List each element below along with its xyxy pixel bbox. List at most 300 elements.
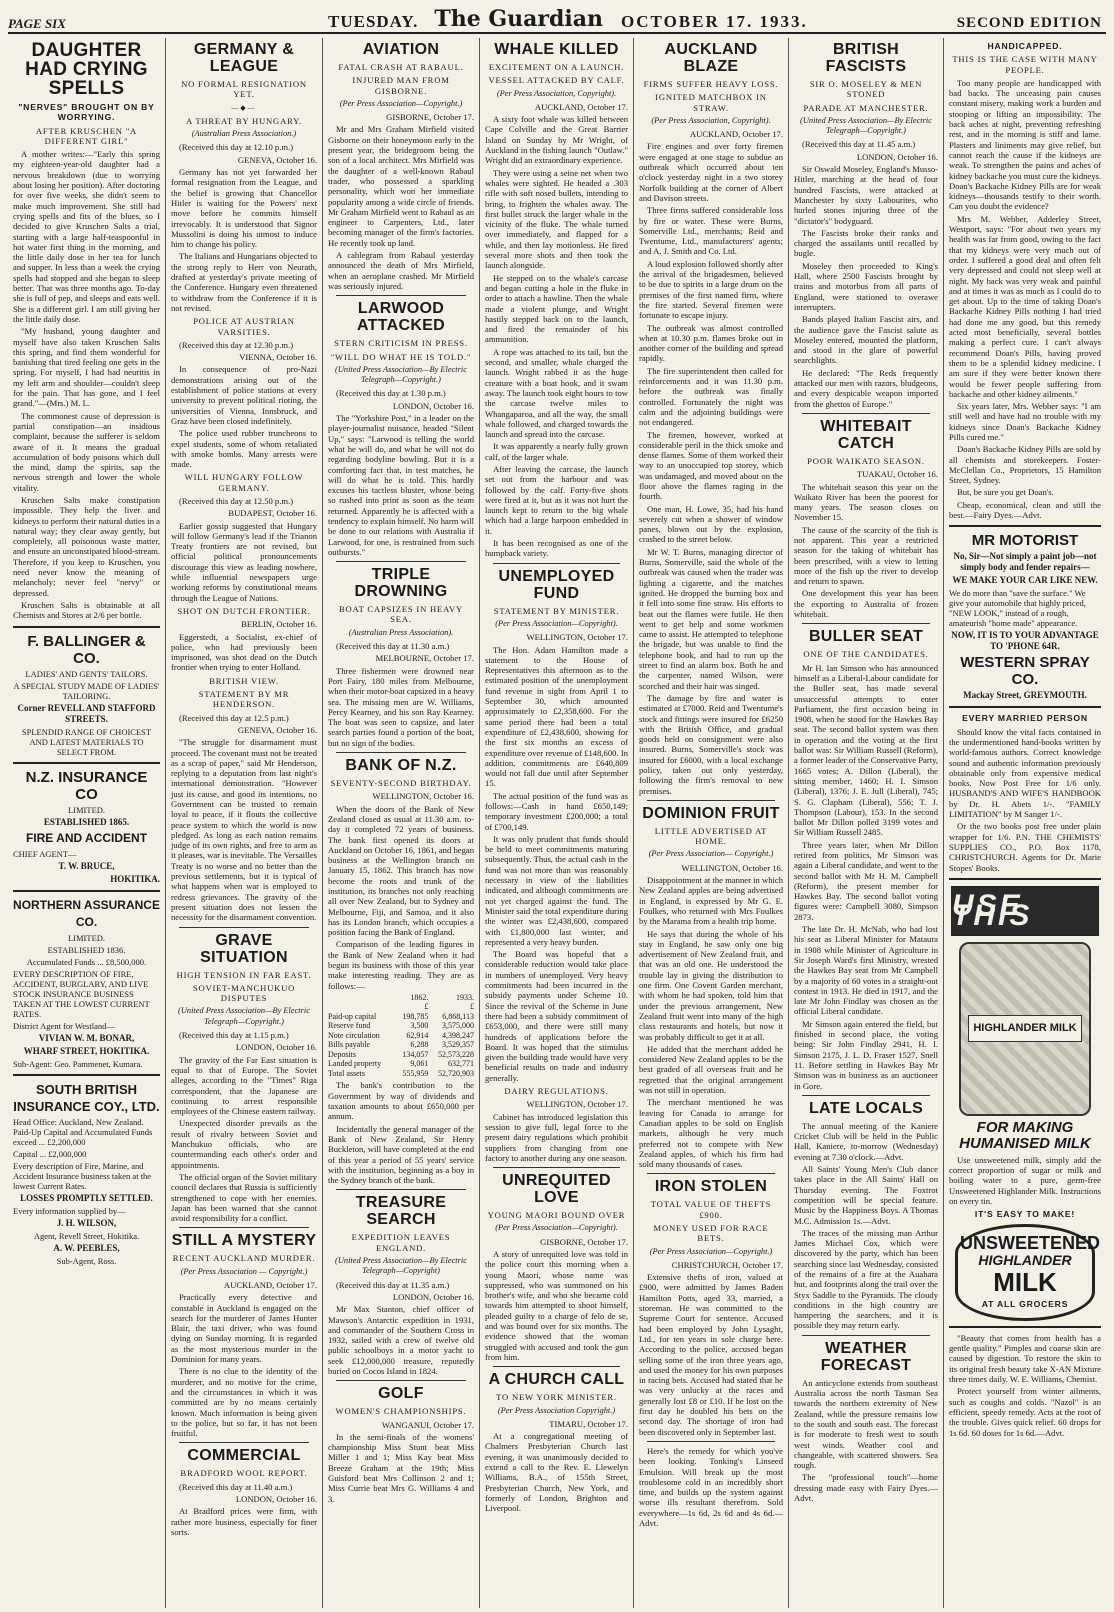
subheading: STERN CRITICISM IN PRESS.	[334, 338, 468, 349]
paragraph: Cabinet has introduced legislation this session to give full, legal force to the present dairy regulations which prohibit suppliers from changing from one factory to another during any one season.	[485, 1111, 628, 1163]
paragraph: Mr and Mrs Graham Mirfield visited Gisborne on their honeymoon early in the present year, the bridegroom being the son of a local architect. Mrs Mirfield was the daughter of a well-known Rabaul trader, who possessed a sparkling personality, which won her immediate popularity among a wide circle of friends. Mr Graham Mirfield went to Rabaul as an engineer to Carpenters, Ltd., later becoming manager of the firm's factories. He recently took up land.	[328, 124, 474, 248]
subheading: WOMEN'S CHAMPIONSHIPS.	[335, 1406, 467, 1417]
divider	[493, 563, 620, 564]
paragraph: The actual position of the fund was as follows:—Cash in hand £650,149; temporary investment £200,000; a total of £700,149.	[485, 790, 628, 832]
subheading: HIGH TENSION IN FAR EAST.	[176, 969, 312, 980]
headline: BANK OF N.Z.	[345, 757, 457, 775]
paragraph: Sir Oswald Moseley, England's Musso-Hitler, marching at the head of four hundred Fascists, were attacked at Manchester by sixty Labourites, who hurled stones injuring three of the "dictator's" bodyguard.	[794, 164, 938, 226]
credit: (United Press Association—By Electric Telegraph—Copyright.)	[178, 1006, 310, 1026]
masthead	[8, 6, 1106, 34]
paragraph: Three firms suffered considerable loss by fire or water. These were Burns, Somerville Ltd., merchants; Reid and Twentume, Ltd., manufacturers' agents; and A. J. Smith and Co. Ltd.	[639, 205, 783, 257]
headline: TREASURE SEARCH	[355, 1194, 447, 1229]
dateline: GISBORNE, October 17.	[386, 112, 474, 123]
divider	[802, 623, 930, 624]
column-4	[480, 38, 634, 1608]
paragraph: The outbreak was almost controlled when at 10.30 p.m. flames broke out in another corner of the building and spread rapidly.	[639, 322, 783, 364]
paragraph: Mr Simson again entered the field, but finished in second place, the voting being: Sir John Findlay 2941, H. I. Simson 2175, J. L. D. Fraser 1527, Snell 11. Before settling in Hawkes Bay Mr Simson was in business as an auctioneer in Gore.	[794, 1018, 938, 1091]
subheading: PARADE AT MANCHESTER.	[803, 102, 929, 113]
headline: DOMINION FRUIT	[642, 804, 780, 822]
dateline: MELBOURNE, October 17.	[375, 653, 474, 664]
advert-text: A SPECIAL STUDY MADE OF LADIES' TAILORING.	[13, 680, 160, 701]
table-cell: 134,057	[402, 1049, 429, 1059]
paragraph: Bands played Italian Fascist airs, and the audience gave the Fascist salute as Moseley entered, mounted the platform, and stood in the glare of powerful searchlights.	[794, 314, 938, 366]
paragraph: A rope was attached to its tail, but the second, and smaller, whale charged the launch. Wright rabbed it as the huge creature with a boat hook, and it swam away. The launch took eight hours to tow the carcase twelve miles to Whangaparoa, and all the way, the small whale followed, and charged towards the launch and spread into the carcase.	[485, 346, 628, 440]
logo-text: HIGHLANDER	[978, 1251, 1072, 1268]
table-cell: 4,398,247	[442, 1030, 474, 1040]
subheading: MONEY USED FOR RACE BETS.	[653, 1222, 769, 1244]
subheading: YOUNG MAORI BOUND OVER	[487, 1210, 626, 1221]
subheading: SHOT ON DUTCH FRONTIER.	[177, 605, 311, 616]
credit: (Per Press Association, Copyright).	[496, 88, 617, 98]
dateline: GISBORNE, October 17.	[540, 1236, 628, 1247]
table-cell: Total assets	[328, 1068, 365, 1078]
headline: LATE LOCALS	[808, 1099, 924, 1117]
subheading: STATEMENT BY MR HENDERSON.	[198, 689, 290, 710]
advert-text: NOW, IT IS TO YOUR ADVANTAGE TO 'PHONE 64R.	[951, 630, 1099, 652]
headline: EVERY MARRIED PERSON	[962, 713, 1088, 724]
credit: (Per Press Association—Copyright).	[495, 618, 618, 628]
column-6	[789, 38, 944, 1608]
headline: DAUGHTER HAD CRYING SPELLS	[25, 40, 148, 99]
subheading: VESSEL ATTACKED BY CALF.	[488, 75, 625, 86]
paragraph: Or the two books post free under plain wrapper for 1/6. P.N. THE CHEMISTS' SUPPLIES CO., P.O. Box 1178, CHRISTCHURCH. Agents for Dr. Marie Stopes' Books.	[949, 821, 1101, 873]
advert-text: WESTERN SPRAY CO.	[960, 654, 1090, 689]
advert-text: LIMITED.	[67, 932, 106, 943]
advert-text: LIMITED.	[67, 804, 106, 815]
subheading: BRITISH VIEW.	[209, 675, 279, 686]
advert-text: WE MAKE YOUR CAR LIKE NEW.	[952, 575, 1098, 586]
masthead-day: TUESDAY.	[328, 12, 419, 31]
headline: GOLF	[378, 1385, 424, 1403]
paragraph: The whitebait season this year on the Waikato River has been the poorest for many years. The season closes on November 15.	[794, 481, 938, 523]
credit: (United Press Association—By Electric Telegraph—Copyright)	[335, 1256, 467, 1276]
advert-text: LOSSES PROMPTLY SETTLED.	[20, 1192, 153, 1203]
received-line: (Received this day at 11.35 a.m.)	[336, 1279, 450, 1290]
paragraph: Extensive thefts of iron, valued at £900, were admitted by James Baden Hamilton Potts, aged 33, married, a storeman. He was committed to the Supreme Court for sentence. Accused had been employed by John Lysaght, Ltd., for ten years in sole charge here. According to the police, accused began selling some of the iron three years ago, and used the money for his own purposes in racing bets. Accused had stated that he was very unlucky at the races and generally lost £8 or £10. If he lost on the first day he doubled his bets on the second day. The shortage of iron had been discovered only in September last.	[639, 1272, 783, 1437]
table-cell: 3,575,000	[442, 1021, 474, 1031]
table-header: 1862.	[410, 992, 429, 1002]
advert-text: Accumulated Funds ... £8,500,000.	[26, 956, 147, 967]
headline: IRON STOLEN	[654, 1178, 768, 1196]
dateline: LONDON, October 16.	[856, 151, 938, 162]
separator: —◆—	[231, 103, 257, 112]
advert-text: Head Office: Auckland, New Zealand. Paid-Up Capital and Accumulated Funds exceed ... £2,200,000	[13, 1116, 153, 1147]
advert-title: N.Z. INSURANCE CO	[25, 768, 148, 803]
subheading: SIR O. MOSELEY & MEN STONED	[809, 79, 923, 100]
paragraph: Kruschen Salts make constipation impossible. They help the liver and kidneys to perform their natural duties in a natural way; they clear away gently, but completely, all poisonous waste matter, and ensure an unconstipated blood-stream. Therefore, if you keep to Kruschen, you need never know the meaning of melancholy; never feel "nervy" or depressed.	[13, 494, 160, 598]
paragraph: There is no clue to the identity of the murderer, and no motive for the crime, and the circumstances in which it was committed are by no means certainly known. Much information is being given to the police, but so far, it has not been fruitful.	[171, 1366, 317, 1439]
table-cell: 3,529,357	[442, 1040, 474, 1050]
headline: WHALE KILLED	[494, 41, 619, 58]
credit: (Per Press Association—Copyright.)	[649, 1246, 773, 1256]
paragraph: He declared: "The Reds frequently attacked our men with razors, bludgeons, and every despicable weapon imported from the ghettos of Europe."	[794, 367, 938, 409]
divider	[493, 1167, 620, 1168]
paragraph: In consequence of pro-Nazi demonstrations arising out of the establishment of police stations at every university to prevent political rioting, the universities of Vienna, Innsbruck, and Graz have been closed indefinitely.	[171, 364, 317, 426]
paragraph: They were using a seine net when two whales were sighted. He headed a .303 rifle with soft nosed bullets, intending to bring, to frighten the whales away. The first bullet struck the larger whale in the vicinity of the fluke. The whale turned over immediately, and flapped for a while, and then lay motionless. He fired several more shots and then took the launch alongside.	[485, 167, 628, 271]
subheading: STATEMENT BY MINISTER.	[493, 605, 620, 616]
paragraph: Practically every detective and constable in Auckland is engaged on the search for the murderer of James Hunter Blair, the taxi driver, who was found dying on Sunday morning. It is regarded as the most mysterious murder in the Dominion for many years.	[171, 1292, 317, 1365]
table-row	[328, 1021, 474, 1031]
divider	[179, 1227, 309, 1228]
divider	[949, 1326, 1101, 1328]
paragraph: The traces of the missing man Arthur James Michael Cox, which were discovered by the party, which has been searching since last Wednesday, consisted of the remains of a fire at the Auahara hut, and footprints along the trail over the Styx Saddle to the Pyramids. The cloudy conditions in the high country are hampering the searchers, and it is possible they may return early.	[794, 1227, 938, 1331]
paragraph: The firemen, however, worked at considerable peril in the thick smoke and dense flames. Some of them worked their way to an unoccupied top storey, which was undamaged, and moved about on the floor above the flames raging in the fourth.	[639, 429, 783, 502]
advert-text: Mackay Street, GREYMOUTH.	[963, 690, 1087, 701]
paragraph: He says that during the whole of his stay in England, he saw only one big advertisement of New Zealand fruit, and that was an old one. He understood the trouble lay in giving the distribution to one firm. One Covent Garden merchant, with whom he had spoken, told him that under the previous arrangement, New Zealand fruit went into many of the high class restaurants and hotels, but now it was probably difficult to get it at all.	[639, 928, 783, 1042]
dateline: AUCKLAND, October 17.	[534, 101, 628, 112]
headline: LARWOOD ATTACKED	[356, 300, 446, 335]
divider	[13, 890, 160, 892]
paragraph: The Hon. Adam Hamilton made a statement to the House of Representatives this afternoon as to the estimated position of the unemployment fund revenue in sight from April 1 to September 30, which amounted approximately to £2,358,600. For the same period there had been a total expenditure of £2,438,600, showing for the first six months an excess of expenditure over revenue of £148,600. In addition, commitments are £640,809 would not fall due until after September 15.	[485, 644, 628, 789]
received-line: (Received this day at 12.30 p.m.)	[179, 339, 294, 350]
paragraph: The "Yorkshire Post," in a leader on the player-journalist nuisance, headed "Silent Up," says: "Larwood is telling the world what he will do, and what he will not do regarding bodyline bowling. But it is a comforting fact that, in test matches, he will do what he is told. This hardly excuses his tactless bluster, whose being so rushed into print as soon as the team returned. Apparently he is affected with a tendency to explain himself. No harm will be done to our relations with Australia if Larwood, for one, is restrained from such outbursts."	[328, 413, 474, 557]
table-cell: 632,771	[448, 1059, 474, 1069]
credit: (Australian Press Association.)	[191, 129, 297, 139]
divider	[336, 1380, 466, 1381]
table-cell: Bills payable	[328, 1040, 370, 1050]
advert-text: Every description of Fire, Marine, and Accident Insurance business taken at the lowest Current Rates.	[13, 1160, 152, 1191]
nz-insurance-advert	[13, 769, 160, 885]
received-line: (Received this day at 1.30 p.m.)	[336, 388, 446, 399]
paragraph: In the semi-finals of the womens' championship Miss Stunt beat Miss Miller 1 and 1; Miss Kay beat Miss Breeze Graham at the 19th; Miss Guisford beat Mrs Collinson 2 and 1; Miss Currie beat Mrs G. Williams 4 and 3.	[328, 1431, 474, 1504]
dateline: TUAKAU, October 16.	[856, 469, 938, 480]
paragraph: Kruschen Salts is obtainable at all Chemists and Stores at 2/6 per bottle.	[13, 599, 160, 621]
paragraph: Earlier gossip suggested that Hungary will follow Germany's lead if the Trianon Treaty frontiers are not revised, but official political pronouncements discourage this view as leading nowhere, while influential newspapers urge working reforms by constitutional means through the League of Nations.	[171, 520, 317, 603]
headline: STILL A MYSTERY	[171, 1232, 317, 1250]
paragraph: One man, H. Lowe, 35, had his hand severely cut when a shower of window panes, blown out by the explosion, crashed to the street below.	[639, 503, 783, 545]
credit: (Per Press Association, Copyright).	[651, 115, 771, 125]
credit: (Australian Press Association).	[348, 627, 454, 637]
advert-title: NORTHERN ASSURANCE CO.	[13, 897, 160, 929]
western-spray-advert	[949, 532, 1101, 701]
table-cell: Paid-up capital	[328, 1011, 377, 1021]
divider	[647, 1173, 775, 1174]
paragraph: "The struggle for disarmament must proceed. The covenant must not be treated as a scrap of paper," said Mr Henderson, replying to a deputation from last night's international demonstration. "However just its cause, and good its intentions, no Government can be trusted to remain loyal to peace, if it flouts the collective peace system to which the world is now pledged. As long as each nation remains judge of its own rights, and free to arm as it pleases, war is inevitable. The Versailles Treaty is no worse and no better than the previous settlements, but it is typical of what happens when war is employed to redress grievances. The gravity of the present situation does not lessen the necessity for the disarmament convention.	[171, 737, 317, 923]
dateline: WELLINGTON, October 16.	[372, 791, 474, 802]
paragraph: Use unsweetened milk, simply add the correct proportion of sugar or milk and boiling water to a pure, germ-free Unsweetened Highlander Milk. Instructions on every tin.	[949, 1154, 1101, 1206]
paragraph: "Beauty that comes from health has a gentle quality." Pimples and coarse skin are caused by digestion. To restore the skin to its original fresh beauty take X-AN Mixture three times daily. W. E. Williams, Chemist.	[949, 1332, 1101, 1385]
table-cell: 52,573,228	[438, 1049, 474, 1059]
paragraph: Mrs M. Webber, Adderley Street, Westport, says: "For about two years my health was far from good, owing to the fact that my kidneys were very much out of order. I suffered a good deal and often felt very depressed and could not sleep well at night. My back was very weak and painful and at times it was as much as I could do to get about. Up to the time of taking Doan's Backache Kidney Pills nothing I had tried had done me any good, but this remedy acted most beneficially, several bottles making a perfect cure. I can't always recommend Doan's Pills, having proved them to be a splendid kidney medicine. I am sure if they were better known there would be fewer people suffering from backache and other kidney ailments."	[949, 213, 1101, 399]
received-line: (Received this day at 12.50 p.m.)	[179, 495, 294, 506]
table-row	[328, 1012, 474, 1022]
paragraph: Three years later, when Mr Dillon retired from politics, Mr Simson was again a Liberal candidate, and went to the second ballot with Mr H. M. Campbell (Reform), the present member for Hawkes Bay. The second ballot voting figures were: Campbell 3080, Simpson 2873.	[794, 839, 938, 922]
subheading: AFTER KRUSCHEN "A DIFFERENT GIRL"	[35, 125, 138, 146]
table-cell: 198,785	[402, 1011, 429, 1021]
paragraph: Eggerstedt, a Socialist, ex-chief of police, who had previously been imprisoned, was shot dead on the Dutch frontier when trying to enter Holland.	[171, 631, 317, 673]
table-unit-row	[328, 1002, 474, 1012]
dateline: LONDON, October 16.	[235, 1042, 317, 1053]
paragraph: Protect yourself from winter ailments, such as coughs and colds. "Nazol" is an efficient, speedy remedy. Acts at the root of the trouble. Gives quick relief. 60 drops for 1s 6d. 60 doses for 1s 6d.—Advt.	[949, 1386, 1101, 1438]
column-3	[323, 38, 480, 1608]
credit: (Per Press Association—Copyright).	[495, 1223, 618, 1233]
logo-text: MILK	[993, 1266, 1057, 1297]
use-this-banner: USE THIS	[951, 886, 1099, 936]
paragraph: But, be sure you get Doan's.	[957, 487, 1054, 498]
dateline: GENEVA, October 16.	[237, 724, 317, 735]
advert-text: Agent, Revell Street, Hokitika.	[33, 1230, 140, 1241]
subheading: POOR WAIKATO SEASON.	[807, 455, 925, 466]
advert-text: No, Sir—Not simply a paint job—not simply body and fender repairs—	[953, 551, 1097, 573]
paragraph: Fire engines and over forty firemen were engaged at one stage to subdue an outbreak which occurred about ten o'clock yesterday night in a two storey Norfolk building at the corner of Albert and Davison streets.	[639, 141, 783, 203]
subheading: SOVIET-MANCHUKUO DISPUTES	[192, 982, 296, 1004]
credit: (Per Press Association—Copyright.)	[339, 98, 463, 108]
headline: GERMANY & LEAGUE	[193, 41, 295, 75]
dateline: VIENNA, October 16.	[239, 352, 317, 363]
highlander-milk-logo	[955, 1224, 1101, 1321]
paragraph: Should know the vital facts contained in the undermentioned hand-books written by world-famous authors. Correct knowledge sound and authentic information previously obtainable only from expensive medical books. Now Post Free for 1/6 only. HUSBAND'S AND WIFE'S HANDBOOK by Dr. H. Abets 1/-. "FAMILY LIMITATION" by M Sanger 1/-.	[949, 726, 1101, 820]
paragraph: The commonest cause of depression is partial constipation—an insidious complaint, because the sufferer is seldom aware of it. It means the gradual accumulation of body poisons which dull the mind, damp the spirits, sap the nervous strength and lower the whole vitality.	[13, 410, 160, 493]
advert-text: LADIES' AND GENTS' TAILORS.	[25, 668, 148, 679]
divider	[13, 762, 160, 764]
subheading: BRADFORD WOOL REPORT.	[180, 1468, 308, 1479]
paragraph: He stepped on to the whale's carcase and began cutting a hole in the fluke in order to attach a hawline. Then the whale made a violent plunge, and Wright hastily stepped back on to the launch, and fired the remainder of his ammunition.	[485, 272, 628, 345]
paragraph: The bank's contribution to the Government by way of dividends and taxation amounts to about £650,000 per annum.	[328, 1080, 474, 1122]
received-line: (Received this day at 1.15 p.m.)	[179, 1030, 289, 1041]
paragraph: Here's the remedy for which you've been looking. Tonking's Linseed Emulsion. Will break up the most troublesome cold in an incredibly short time, and builds up the system against worse ills resultant therefrom. Sold everywhere—1s 6d, 2s 6d and 4s 6d.—Advt.	[639, 1445, 783, 1528]
divider	[336, 295, 466, 296]
received-line: (Received this day at 11.45 a.m.)	[802, 139, 916, 150]
headline: UNREQUITED LOVE	[502, 1172, 611, 1207]
subheading: RECENT AUCKLAND MURDER.	[172, 1253, 316, 1264]
table-row	[328, 1040, 474, 1050]
advert-text: J. H. WILSON,	[56, 1217, 117, 1228]
paragraph: It was apparently a nearly fully grown calf, of the larger whale.	[485, 441, 628, 462]
dateline: BERLIN, October 16.	[241, 619, 317, 630]
table-cell: 3,500	[410, 1021, 429, 1031]
milk-tin-label: HIGHLANDER MILK	[968, 1015, 1081, 1042]
advert-text: Sub-Agent, Ross.	[56, 1255, 117, 1266]
divider	[647, 1441, 775, 1442]
dateline: LONDON, October 16.	[392, 1291, 474, 1302]
advert-text: IT'S EASY TO MAKE!	[974, 1209, 1076, 1220]
paragraph: The gravity of the Far East situation is equal to that of Europe. The Soviet alleges, according to the "Times" Riga correspondent, that the Japanese are continuing to arrest responsible employees of the Chinese eastern railway.	[171, 1054, 317, 1117]
paragraph: Doan's Backache Kidney Pills are sold by all chemists and storekeepers. Foster-McClellan Co., Proprietors, 15 Hamilton Street, Sydney.	[949, 444, 1101, 486]
received-line: (Received this day at 11.40 a.m.)	[179, 1481, 293, 1492]
advert-title: MR MOTORIST	[971, 532, 1079, 550]
divider	[493, 1366, 620, 1367]
subheading: POLICE AT AUSTRIAN VARSITIES.	[193, 316, 295, 337]
advert-text: Corner REVELL AND STAFFORD STREETS.	[17, 702, 156, 724]
table-cell: 52,720,903	[438, 1068, 474, 1078]
headline: BULLER SEAT	[808, 628, 924, 646]
divider	[949, 706, 1101, 708]
paragraph: Comparison of the leading figures in the Bank of New Zealand when it had begun its business with those of this year make interesting reading. They are as follows:—	[328, 939, 474, 991]
table-cell: 555,959	[402, 1068, 429, 1078]
headline: UNEMPLOYED FUND	[498, 567, 615, 602]
paragraph: An anticyclone extends from southeast Australia across the north Tasman Sea towards the northern extremity of New Zealand, while the pressure remains low to the south and south east. The forecast is for moderate to fresh west to south west winds. Weather cool and changeable, with scattered showers. Sea rough.	[794, 1377, 938, 1471]
subheading: NO FORMAL RESIGNATION YET.	[181, 79, 307, 100]
credit: (Per Press Association Copyright.)	[497, 1405, 616, 1415]
paragraph: The fire superintendent then called for reinforcements and it was 11.30 p.m. before the outbreak was finally controlled. Fortunately the night was calm and the adjoining buildings were not endangered.	[639, 365, 783, 428]
subheading: ONE OF THE CANDIDATES.	[803, 649, 929, 660]
column-1	[8, 38, 166, 1608]
paragraph: Germany has not yet forwarded her formal resignation from the League, and the belief is growing that Chancellor Hitler is waiting for the Powers' next move before he commits himself irrevocably. It is understood that Signor Mussolini is doing his utmost to induce him to change his policy.	[171, 167, 317, 250]
advert-text: Capital ... £2,000,000	[13, 1148, 87, 1159]
paragraph: Disappointment at the manner in which New Zealand apples are being advertised in England, is expressed by Mr G. E. Foulkes, who returned with Mrs Foulkes by the Marama from a health trip home.	[639, 875, 783, 927]
paragraph: Too many people are handicapped with bad backs. The unceasing pain causes constant misery, making work a burden and stooping or lifting an impossibility. The back aches at night, preventing refreshing rest, and in the morning is stiff and lame. Plasters and liniments may give relief, but cannot reach the cause if the kidneys are weak. To strengthen the pains and aches of kidney backache you must cure the kidneys. Doan's Backache Kidney Pills are for weak kidneys—thousands testify to their worth. Can you doubt the evidence?	[949, 77, 1102, 212]
dateline: BUDAPEST, October 16.	[228, 508, 317, 519]
paragraph: A mother writes:—"Early this spring my eighteen-year-old daughter had a nervous breakdown (due to worrying about losing her position). After doctoring for over five weeks, she didn't seem to make much improvement. She still had crying spells and fits of the blues, so I decided to give Kruschen Salts a trial, starting with a large half-teaspoonful in hot water first thing in the morning, and the little daily dose in her tea for lunch and supper. In less than a week the crying spells had stopped and she began to sleep better. That was three months ago. To-day she is full of pep, and sleeps and eats well. She is a different girl. I am still giving her the little daily dose.	[13, 149, 160, 324]
paragraph: The late Dr. H. McNab, who had lost his seat as Liberal Minister for Mataura in 1908 while Minister of Agriculture in Sir Joseph Ward's first Ministry, wrested the Hawkes Bay seat from Mr Campbell by a majority of 60 votes in a straight-out contest in 1913. He died in 1917, and the late Mr John Findlay was chosen as the official Liberal candidate.	[794, 924, 938, 1017]
paragraph: The cause of the scarcity of the fish is not apparent. This year a restricted season for the taking of whitebait has been prescribed, with a view to letting more of the fish up the river to develop and return to spawn.	[794, 524, 938, 587]
subheading: "WILL DO WHAT HE IS TOLD."	[330, 351, 472, 362]
advert-title: F. BALLINGER & CO.	[27, 632, 146, 667]
headline: WEATHER FORECAST	[820, 1339, 912, 1374]
headline: HANDICAPPED.	[987, 41, 1063, 51]
paragraph: A sixty foot whale was killed between Cape Colville and the Great Barrier Island on Sunday by Mr Wright, of Auckland in the fishing launch "Outlaw." Wright did an extraordinary experience.	[485, 114, 628, 166]
advert-text: District Agent for Westland—	[13, 1020, 115, 1031]
subheading: THIS IS THE CASE WITH MANY PEOPLE.	[952, 54, 1098, 75]
subheading: SEVENTY-SECOND BIRTHDAY.	[330, 778, 472, 789]
dateline: TIMARU, October 17.	[549, 1418, 628, 1429]
newspaper-title: The Guardian	[434, 6, 604, 32]
received-line: (Received this day at 11.30 a.m.)	[336, 641, 450, 652]
received-line: (Received this day at 12.5 p.m.)	[179, 712, 289, 723]
paragraph: It was only prudent that funds should be held to meet commitments maturing subsequently. Thus, the actual cash in the fund was not more than was reasonably necessary in view of the liabilities indicated, and although commitments are not yet charged against the fund. The Minister said the total expenditure during the winter was £2,438,600, compared with £1,800,000 last winter, and represented a very heavy burden.	[485, 833, 628, 947]
paragraph: It has been recognised as one of the humpback variety.	[485, 538, 628, 559]
subheading: IGNITED MATCHBOX IN STRAW.	[655, 92, 767, 113]
credit: (United Press Association—By Electric Telegraph—Copyright.)	[800, 115, 932, 136]
divider	[13, 1074, 160, 1076]
paragraph: The damage by fire and water is estimated at £7000. Reid and Twentume's stock and fittings were insured for £6250 with the British Office, and gradual goods held on consignment were also insured. Burns, Somerville's stock was insured for £6000, with a local exchange policy, taken out only yesterday, following the firm's removal to new premises.	[639, 692, 783, 796]
paragraph: Mr Max Stanton, chief officer of Mawson's Antarctic expedition in 1931, and commander of the Southern Cross in 1932, sailed with a crew of twelve old public schoolboys in a motor yacht to seek £12,000,000 treasure, reputedly buried on Cocos Island in 1824.	[328, 1304, 474, 1376]
paragraph: After leaving the carcase, the launch set out from the harbour and was followed by the calf. Forty-five shots were fired at it, but as it was not hurt the launch kept to return to the big whale which had a large harpoon embedded in it.	[485, 463, 628, 536]
dateline: GENEVA, October 16.	[237, 154, 317, 165]
ballinger-advert	[13, 633, 160, 757]
headline: WHITEBAIT CATCH	[820, 417, 912, 452]
paragraph: Three fishermen were drowned near Port Fairy, 180 miles from Melbourne, when their motor-boat capsized in a heavy sea. The missing men are W. Williams, Percy Kearney, and his son Ray Kearney. The boat was seen to capsize, and later search parties found a portion of the boat, but no sign of the bodies.	[328, 665, 474, 748]
table-cell: 9,061	[410, 1059, 429, 1069]
paragraph: He added that the merchant added he considered New Zealand apples to be the best graded of all overseas fruit and he regretted that the original arrangement was not still in operation.	[639, 1043, 783, 1096]
subheading: BOAT CAPSIZES IN HEAVY SEA.	[338, 604, 463, 625]
advert-text: Sub-Agent: Geo. Pammenet, Kumara.	[13, 1058, 143, 1069]
paragraph: One development this year has been the exporting to Australia of frozen whitebait.	[794, 588, 938, 620]
advert-text: WHARF STREET, HOKITIKA.	[23, 1045, 150, 1056]
advert-text: SPLENDID RANGE OF CHOICEST AND LATEST MATERIALS TO SELECT FROM.	[21, 726, 152, 757]
paragraph: The annual meeting of the Kaniere Cricket Club will be held in the Public Hall, Kaniere, to-morrow (Wednesday) evening at 7.30 o'clock.—Advt.	[794, 1120, 938, 1162]
advert-text: VIVIAN W. M. BONAR,	[38, 1032, 135, 1043]
paragraph: Incidentally the general manager of the Bank of New Zealand, Sir Henry Buckleton, will have completed at the end of this year a period of 55 years' service with the institution, beginning as a boy in the Sydney branch of the bank.	[328, 1123, 474, 1186]
south-british-advert	[13, 1081, 160, 1266]
divider	[802, 1335, 930, 1336]
dateline: WELLINGTON, October 17.	[526, 632, 628, 643]
table-row	[328, 1069, 474, 1079]
headline: AUCKLAND BLAZE	[664, 41, 758, 75]
paragraph: The merchant mentioned he was leaving for Canada to arrange for Canadian apples to be sold on English markets, although he very much preferred not to compete with New Zealand apples, of which his firm had sold many thousands of cases.	[639, 1097, 783, 1170]
table-header: 1933.	[456, 992, 474, 1002]
dateline: CHRISTCHURCH, October 17.	[671, 1259, 783, 1270]
paragraph: The official organ of the Soviet military council declares that Russia is sufficiently strengthened to cope with her enemies. Japan has been warned that she cannot avoid responsibility for a conflict.	[171, 1171, 317, 1224]
subheading: WILL HUNGARY FOLLOW GERMANY.	[184, 472, 304, 493]
paragraph: The Italians and Hungarians objected to the strong reply to Herr von Neurath, drafted at yesterday's private meeting of the Conference. Hungary even threatened to withdraw from the Conference if it is not revised.	[171, 251, 317, 313]
paragraph: Mr H. Ian Simson who has announced himself as a Liberal-Labour candidate for the Buller seat, has made several unsuccessful attempts to enter Parliament, the first occasion being in 1908, when he stood for the Hawkes Bay seat. The second ballot system was then in operation and the voting at the first ballot was: Sir William Russell (Reform), a former leader of the Conservative Party, 1665 votes; A. Dillon (Liberal), the sitting member, 1460; H. I. Simson (Liberal), 1376; J. E. Jull (Liberal), 745; S. G. Clapham (Liberal), 556; T. J. Thompson (Labour), 153. In the second ballot Mr Dillon polled 3199 votes and Sir William Russell 2485.	[794, 662, 938, 838]
paragraph: A loud explosion followed shortly after the arrival of the brigadesmen, believed to be due to spirits in a large drum on the premises of the first named firm, where the fire started. Several firemen were fortunate to escape injury.	[639, 258, 783, 321]
divider	[13, 626, 160, 628]
subheading: FIRMS SUFFER HEAVY LOSS.	[643, 79, 779, 89]
advert-text: EVERY DESCRIPTION OF FIRE, ACCIDENT, BURGLARY, AND LIVE STOCK INSURANCE BUSINESS TAKEN AT THE LOWEST CURRENT RATES.	[13, 968, 150, 1019]
table-cell: Landed property	[328, 1059, 382, 1069]
headline: TRIPLE DROWNING	[354, 566, 448, 601]
table-cell: £	[470, 1002, 474, 1012]
dateline: AUCKLAND, October 17.	[223, 1279, 317, 1290]
headline: BRITISH FASCISTS	[825, 41, 907, 75]
table-cell: £	[424, 1002, 429, 1012]
divider	[336, 561, 466, 562]
divider	[802, 413, 930, 414]
advert-text: We do more than "save the surface." We give your automobile that highly priced, "NEW LOOK," instead of a rough, amateurish "home made" appearance.	[949, 588, 1086, 629]
divider	[179, 1442, 309, 1443]
advert-text: ESTABLISHED 1836.	[47, 944, 126, 955]
subheading: LITTLE ADVERTISED AT HOME.	[654, 825, 768, 847]
paragraph: Unexpected disorder prevails as the result of rivalry between Soviet and Manchukuo officials, who are countermanding each other's order and appointments.	[171, 1118, 317, 1170]
paragraph: A cablegram from Rabaul yesterday announced the death of Mrs Mirfield, when an aeroplane crashed. Mr Mirfield was seriously injured.	[328, 250, 474, 291]
subheading: EXPEDITION LEAVES ENGLAND.	[351, 1232, 451, 1253]
table-cell: Note circulation	[328, 1030, 380, 1040]
paragraph: The Board was hopeful that a considerable reduction would take place in numbers of unemployed. Very heavy commitments had been incurred in the subsidy payments under Scheme 10. Since the revival of the Scheme in June there had been a subsidy commitment of £653,000, and there were still many hundreds of applications before the Board. It was hoped that the stimulus given the building trade would have very beneficial results on trade and industry generally.	[485, 949, 628, 1083]
paragraph: Mr W. T. Burns, managing director of Burns, Somerville, said the whole of the outbreak was caused when the trader was lighting a cigarette, and the matches ignited. He dropped the burning box and it fell into some fine straw. His efforts to beat out the flames were futile. He then went to get help and some workmen came to assist. He attempted to telephone the brigade, but was unable to find the telephone book, and had to run up the street to find an alarm box. Both he and the carpenter, named Wilson, were scorched and their hair was singed.	[639, 546, 783, 691]
subheading: A THREAT BY HUNGARY.	[186, 115, 302, 126]
headline: COMMERCIAL	[187, 1447, 301, 1465]
table-cell: Reserve fund	[328, 1021, 371, 1031]
subheading: "NERVES" BROUGHT ON BY WORRYING.	[18, 102, 155, 123]
divider	[336, 752, 466, 753]
masthead-date: OCTOBER 17. 1933.	[621, 12, 808, 31]
column-5	[634, 38, 789, 1608]
divider	[949, 878, 1101, 880]
paragraph: The Fascists broke their ranks and charged the assailants until recalled by bugle.	[794, 227, 938, 259]
headline: GRAVE SITUATION	[200, 931, 288, 966]
northern-assurance-advert	[13, 897, 160, 1069]
headline: AVIATION	[362, 41, 440, 58]
table-row	[328, 1031, 474, 1041]
paragraph: A story of unrequited love was told in the police court this morning when a young Maori, whose name was suppressed, who was summoned on his brother's wife, and who she became cold towards him attempted to shoot himself, pleaded guilty to a charge of felo de se, and was bound over for six months. The evidence showed that the woman struggled with accused and took the gun from him.	[485, 1248, 628, 1362]
subheading: DAIRY REGULATIONS.	[504, 1086, 609, 1097]
table-header	[328, 993, 395, 1003]
paragraph: When the doors of the Bank of New Zealand closed as usual at 11.30 a.m. to-day it completed 72 years of business. The bank first opened its doors at Auckland on October 16, 1861, and began business at the Wellington branch on January 15, 1862. This branch has now become the roots and trunk of the institution, its branches not only reaching all over New Zealand, but to Sydney and Melbourne, Fiji, and Samoa, and it also has its London branch, which occupies a position facing the Bank of England.	[328, 803, 474, 938]
credit: (United Press Association—By Electric Telegraph—Copyright.)	[335, 364, 467, 385]
subheading: TOTAL VALUE OF THEFTS £900.	[650, 1199, 772, 1220]
received-line: (Received this day at 12.10 p.m.)	[179, 142, 294, 153]
credit: (Per Press Association— Copyright.)	[648, 849, 774, 859]
dateline: WELLINGTON, October 17.	[526, 1099, 628, 1110]
divider	[647, 800, 775, 801]
paragraph: The police used rubber truncheons to expel students, some of whom retaliated with smoke bombs. Many arrests were made.	[171, 428, 317, 470]
table-cell: 6,868,113	[442, 1011, 474, 1021]
paragraph: Six years later, Mrs. Webber says: "I am still well and have had no trouble with my kidneys since Doan's Backache Kidney Pills cured me."	[949, 401, 1101, 442]
table-row	[328, 1059, 474, 1069]
advert-title: SOUTH BRITISH INSURANCE COY., LTD.	[13, 1081, 160, 1114]
advert-text: CHIEF AGENT—	[13, 848, 77, 859]
credit: (Per Press Association — Copyright.)	[180, 1266, 308, 1276]
page-number: PAGE SIX	[8, 16, 66, 31]
paragraph: At a congregational meeting of Chalmers Presbyterian Church last evening, it was unanimously decided to extend a call to the Rev. E. Llewelyn Williams, B.A., of 155th Street, Presbyterian Church, New York, and formerly of London, Brighton and Liverpool.	[485, 1431, 628, 1514]
paragraph: Moseley then proceeded to King's Hall, where 2500 Fascists brought by trains and motorbus from all parts of England, were stationed to overawe interrupters.	[794, 260, 938, 312]
column-2	[166, 38, 323, 1608]
dateline: LONDON, October 16.	[392, 400, 474, 411]
paragraph: "My husband, young daughter and myself have also taken Kruschen Salts this spring, and find them wonderful for banishing that tired feeling one gets in the spring. For myself, I had had neuritis in my left arm and shoulder—couldn't sleep for the pain. That has gone, and I feel grand."—(Mrs.) M. L.	[13, 326, 160, 409]
paragraph: Cheap, economical, clean and still the best.—Fairy Dyes.—Advt.	[949, 499, 1101, 521]
divider	[336, 1189, 466, 1190]
table-cell: 62,914	[406, 1030, 429, 1040]
dateline: LONDON, October 16.	[235, 1494, 317, 1505]
divider	[949, 525, 1101, 527]
subheading: FATAL CRASH AT RABAUL.	[338, 62, 464, 72]
table-cell: 6,288	[410, 1040, 429, 1050]
subheading: INJURED MAN FROM GISBORNE.	[352, 75, 450, 96]
headline: A CHURCH CALL	[488, 1371, 625, 1389]
milk-tin-illustration	[959, 942, 1091, 1116]
